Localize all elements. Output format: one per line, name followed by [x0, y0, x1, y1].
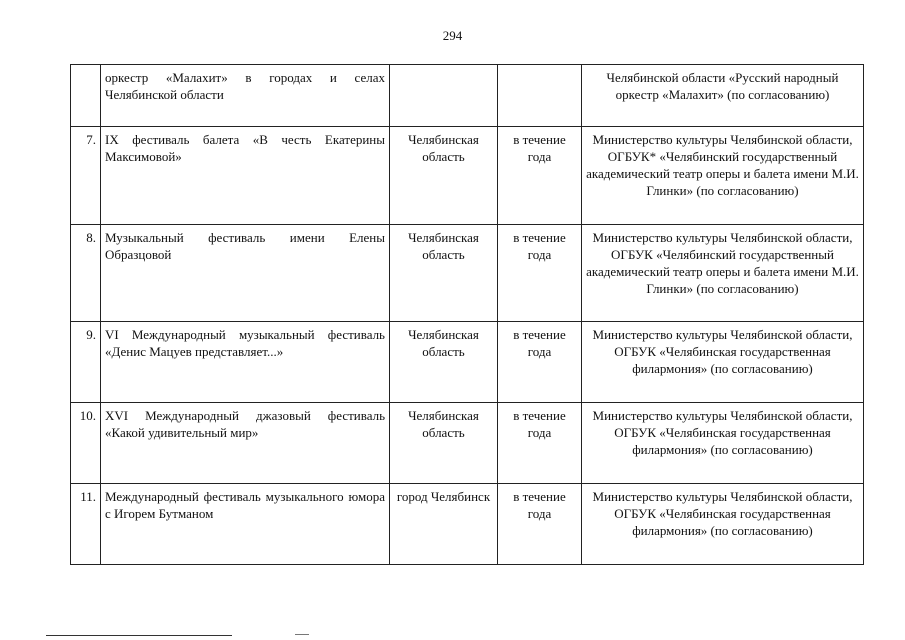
- table-row: [71, 225, 864, 322]
- event-place: [390, 65, 498, 127]
- event-time: в течение года: [498, 127, 582, 225]
- event-name: XVI Международный джазовый фестиваль «Какой удивительный мир»: [101, 403, 390, 484]
- event-place: город Челябинск: [390, 484, 498, 565]
- event-responsible: Челябинской области «Русский народный оркестр «Малахит» (по согласованию): [582, 65, 864, 127]
- row-number: 9.: [71, 322, 101, 403]
- event-place: Челябинская область: [390, 322, 498, 403]
- event-time: в течение года: [498, 225, 582, 322]
- row-number: 8.: [71, 225, 101, 322]
- row-number: 7.: [71, 127, 101, 225]
- event-time: в течение года: [498, 484, 582, 565]
- row-number: 11.: [71, 484, 101, 565]
- page-number: 294: [442, 28, 463, 43]
- event-time: в течение года: [498, 322, 582, 403]
- table-row: [71, 484, 864, 565]
- footnote-separator: [46, 635, 232, 636]
- event-place: Челябинская область: [390, 225, 498, 322]
- table-row: [71, 322, 864, 403]
- event-name: оркестр «Малахит» в городах и селах Челябинской области: [101, 65, 390, 127]
- event-name: Музыкальный фестиваль имени Елены Образцовой: [101, 225, 390, 322]
- events-table: [70, 64, 864, 565]
- footnote-mark: [295, 634, 309, 635]
- event-place: Челябинская область: [390, 127, 498, 225]
- row-number: 10.: [71, 403, 101, 484]
- event-time: [498, 65, 582, 127]
- event-place: Челябинская область: [390, 403, 498, 484]
- table-row: [71, 65, 864, 127]
- event-name: VI Международный музыкальный фестиваль «Денис Мацуев представляет...»: [101, 322, 390, 403]
- event-responsible: Министерство культуры Челябинской области, ОГБУК «Челябинская государственная филармония» (по согласованию): [582, 403, 864, 484]
- event-name: Международный фестиваль музыкального юмора с Игорем Бутманом: [101, 484, 390, 565]
- row-number: [71, 65, 101, 127]
- event-name: IX фестиваль балета «В честь Екатерины Максимовой»: [101, 127, 390, 225]
- table-row: [71, 127, 864, 225]
- table-row: [71, 403, 864, 484]
- event-responsible: Министерство культуры Челябинской области, ОГБУК* «Челябинский государственный академический театр оперы и балета имени М.И. Глинки» (по согласованию): [582, 127, 864, 225]
- event-time: в течение года: [498, 403, 582, 484]
- event-responsible: Министерство культуры Челябинской области, ОГБУК «Челябинская государственная филармония» (по согласованию): [582, 322, 864, 403]
- event-responsible: Министерство культуры Челябинской области, ОГБУК «Челябинский государственный академический театр оперы и балета имени М.И. Глинки» (по согласованию): [582, 225, 864, 322]
- event-responsible: Министерство культуры Челябинской области, ОГБУК «Челябинская государственная филармония» (по согласованию): [582, 484, 864, 565]
